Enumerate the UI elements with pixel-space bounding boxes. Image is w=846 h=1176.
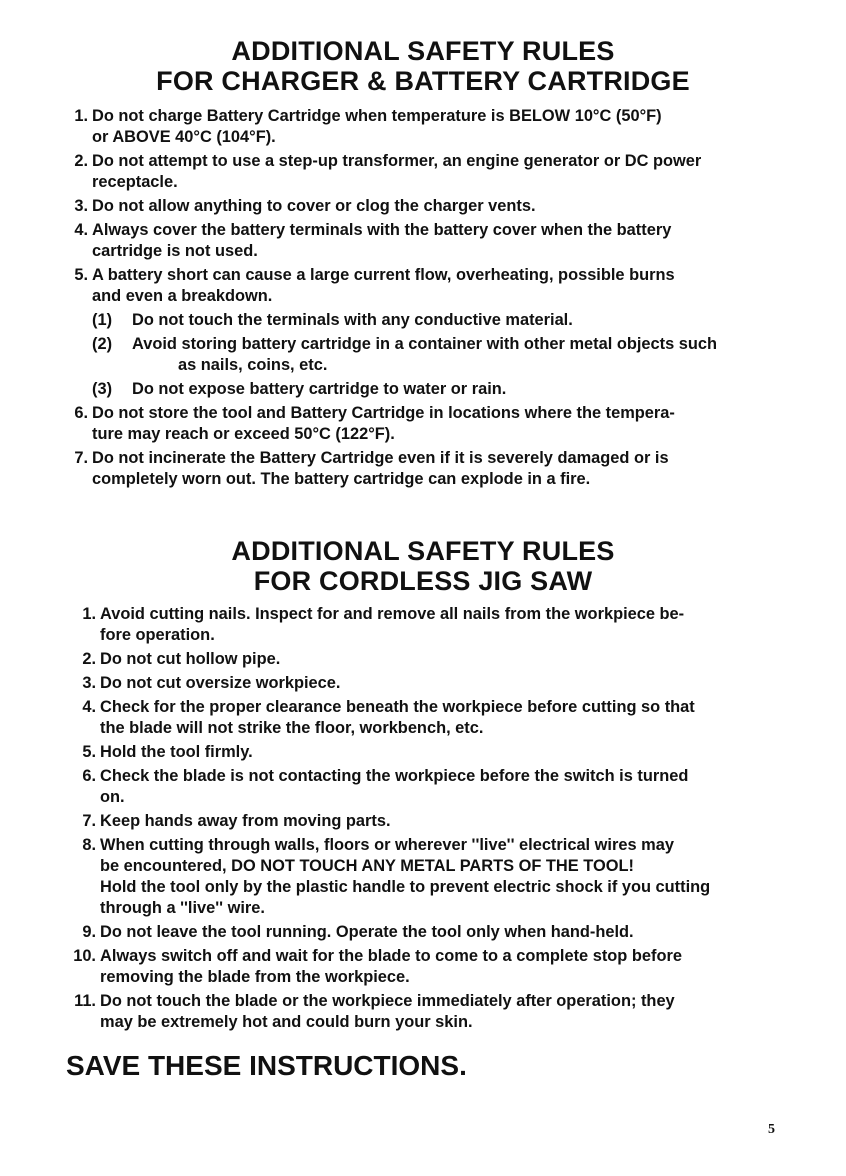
sub-list-item	[92, 379, 782, 400]
item-text-line: When cutting through walls, floors or wherever ''live'' electrical wires may	[100, 836, 674, 854]
sub-list-item	[92, 310, 782, 331]
item-text	[100, 946, 782, 988]
item-number: 4.	[74, 221, 88, 239]
charger-heading-line1: ADDITIONAL SAFETY RULES	[231, 36, 615, 66]
sub-item-number: (1)	[92, 311, 113, 329]
item-text-line: Do not cut oversize workpiece.	[100, 674, 341, 692]
list-item	[66, 106, 782, 148]
sub-item-text-line: as nails, coins, etc.	[178, 356, 328, 374]
list-item	[66, 766, 782, 808]
sub-list	[92, 310, 782, 400]
item-text-line: ture may reach or exceed 50°C (122°F).	[92, 425, 395, 443]
sub-item-number: (3)	[92, 380, 113, 398]
item-text	[92, 265, 782, 307]
item-text-line: Avoid cutting nails. Inspect for and remove all nails from the workpiece be-	[100, 605, 685, 623]
item-text-line: fore operation.	[100, 626, 215, 644]
list-item	[66, 697, 782, 739]
item-text-line: Check for the proper clearance beneath the workpiece before cutting so that	[100, 698, 695, 716]
sub-item-text	[132, 379, 782, 400]
item-text-line: on.	[100, 788, 125, 806]
item-text-line: Keep hands away from moving parts.	[100, 812, 391, 830]
item-text	[100, 766, 782, 808]
jigsaw-heading-line2: FOR CORDLESS JIG SAW	[253, 566, 593, 596]
item-text	[92, 151, 782, 193]
item-number: 8.	[82, 836, 96, 854]
item-number: 7.	[74, 449, 88, 467]
item-number: 9.	[82, 923, 96, 941]
item-number: 7.	[82, 812, 96, 830]
item-number: 3.	[74, 197, 88, 215]
list-item	[66, 196, 782, 217]
item-number: 10.	[73, 947, 96, 965]
item-text-line: A battery short can cause a large current flow, overheating, possible burns	[92, 266, 675, 284]
item-text-line: removing the blade from the workpiece.	[100, 968, 410, 986]
item-text	[92, 403, 782, 445]
sub-item-text	[132, 334, 782, 376]
sub-item-number: (2)	[92, 335, 113, 353]
item-text-line: and even a breakdown.	[92, 287, 273, 305]
sub-item-text-line: Do not expose battery cartridge to water or rain.	[132, 380, 507, 398]
item-text-line: be encountered, DO NOT TOUCH ANY METAL PARTS OF THE TOOL!	[100, 857, 634, 875]
list-item	[66, 922, 782, 943]
sub-item-text	[132, 310, 782, 331]
list-item	[66, 673, 782, 694]
item-text-line: Do not touch the blade or the workpiece immediately after operation; they	[100, 992, 675, 1010]
sub-list-item	[92, 334, 782, 376]
item-text-line: Do not allow anything to cover or clog the charger vents.	[92, 197, 536, 215]
jigsaw-heading-line1: ADDITIONAL SAFETY RULES	[231, 536, 615, 566]
item-text-line: Do not store the tool and Battery Cartridge in locations where the tempera-	[92, 404, 675, 422]
charger-heading-line2: FOR CHARGER & BATTERY CARTRIDGE	[156, 66, 690, 96]
charger-rules-list	[66, 106, 782, 493]
jigsaw-section-heading	[0, 536, 846, 596]
item-text-line: cartridge is not used.	[92, 242, 258, 260]
list-item	[66, 811, 782, 832]
list-item	[66, 265, 782, 400]
list-item	[66, 946, 782, 988]
charger-section-heading	[0, 36, 846, 96]
item-number: 6.	[74, 404, 88, 422]
list-item	[66, 448, 782, 490]
item-text-line: the blade will not strike the floor, workbench, etc.	[100, 719, 484, 737]
list-item	[66, 151, 782, 193]
item-text-line: Always switch off and wait for the blade to come to a complete stop before	[100, 947, 682, 965]
page-number: 5	[768, 1122, 775, 1137]
item-text	[100, 649, 782, 670]
item-text-line: receptacle.	[92, 173, 178, 191]
sub-item-text-line: Do not touch the terminals with any conductive material.	[132, 311, 573, 329]
list-item	[66, 604, 782, 646]
item-text	[100, 991, 782, 1033]
list-item	[66, 742, 782, 763]
item-text	[92, 448, 782, 490]
item-text-line: completely worn out. The battery cartridge can explode in a fire.	[92, 470, 591, 488]
save-instructions-heading: SAVE THESE INSTRUCTIONS.	[66, 1050, 467, 1081]
item-number: 2.	[74, 152, 88, 170]
item-number: 11.	[74, 992, 96, 1010]
list-item	[66, 835, 782, 919]
jigsaw-rules-list	[66, 604, 782, 1036]
item-number: 3.	[82, 674, 96, 692]
item-text	[100, 697, 782, 739]
item-number: 5.	[82, 743, 96, 761]
item-text-line: Check the blade is not contacting the workpiece before the switch is turned	[100, 767, 689, 785]
item-text-line: Do not charge Battery Cartridge when temperature is BELOW 10°C (50°F)	[92, 107, 662, 125]
list-item	[66, 991, 782, 1033]
item-number: 6.	[82, 767, 96, 785]
item-text	[100, 673, 782, 694]
item-text-line: Do not incinerate the Battery Cartridge even if it is severely damaged or is	[92, 449, 669, 467]
item-text-line: may be extremely hot and could burn your skin.	[100, 1013, 473, 1031]
item-number: 4.	[82, 698, 96, 716]
item-text-line: Hold the tool only by the plastic handle to prevent electric shock if you cutting	[100, 878, 711, 896]
item-text	[92, 106, 782, 148]
item-text	[100, 811, 782, 832]
item-text-line: or ABOVE 40°C (104°F).	[92, 128, 276, 146]
item-text	[100, 742, 782, 763]
item-number: 5.	[74, 266, 88, 284]
item-text-line: Hold the tool firmly.	[100, 743, 253, 761]
item-text	[100, 922, 782, 943]
item-number: 2.	[82, 650, 96, 668]
sub-item-text-line: Avoid storing battery cartridge in a container with other metal objects such	[132, 335, 718, 353]
item-text-line: Always cover the battery terminals with the battery cover when the battery	[92, 221, 672, 239]
item-number: 1.	[82, 605, 96, 623]
item-text-line: through a ''live'' wire.	[100, 899, 265, 917]
item-text-line: Do not attempt to use a step-up transformer, an engine generator or DC power	[92, 152, 702, 170]
item-text	[92, 196, 782, 217]
item-text-line: Do not cut hollow pipe.	[100, 650, 281, 668]
item-text	[92, 220, 782, 262]
list-item	[66, 649, 782, 670]
list-item	[66, 220, 782, 262]
item-text	[100, 604, 782, 646]
item-text	[100, 835, 782, 919]
item-number: 1.	[74, 107, 88, 125]
item-text-line: Do not leave the tool running. Operate the tool only when hand-held.	[100, 923, 634, 941]
list-item	[66, 403, 782, 445]
